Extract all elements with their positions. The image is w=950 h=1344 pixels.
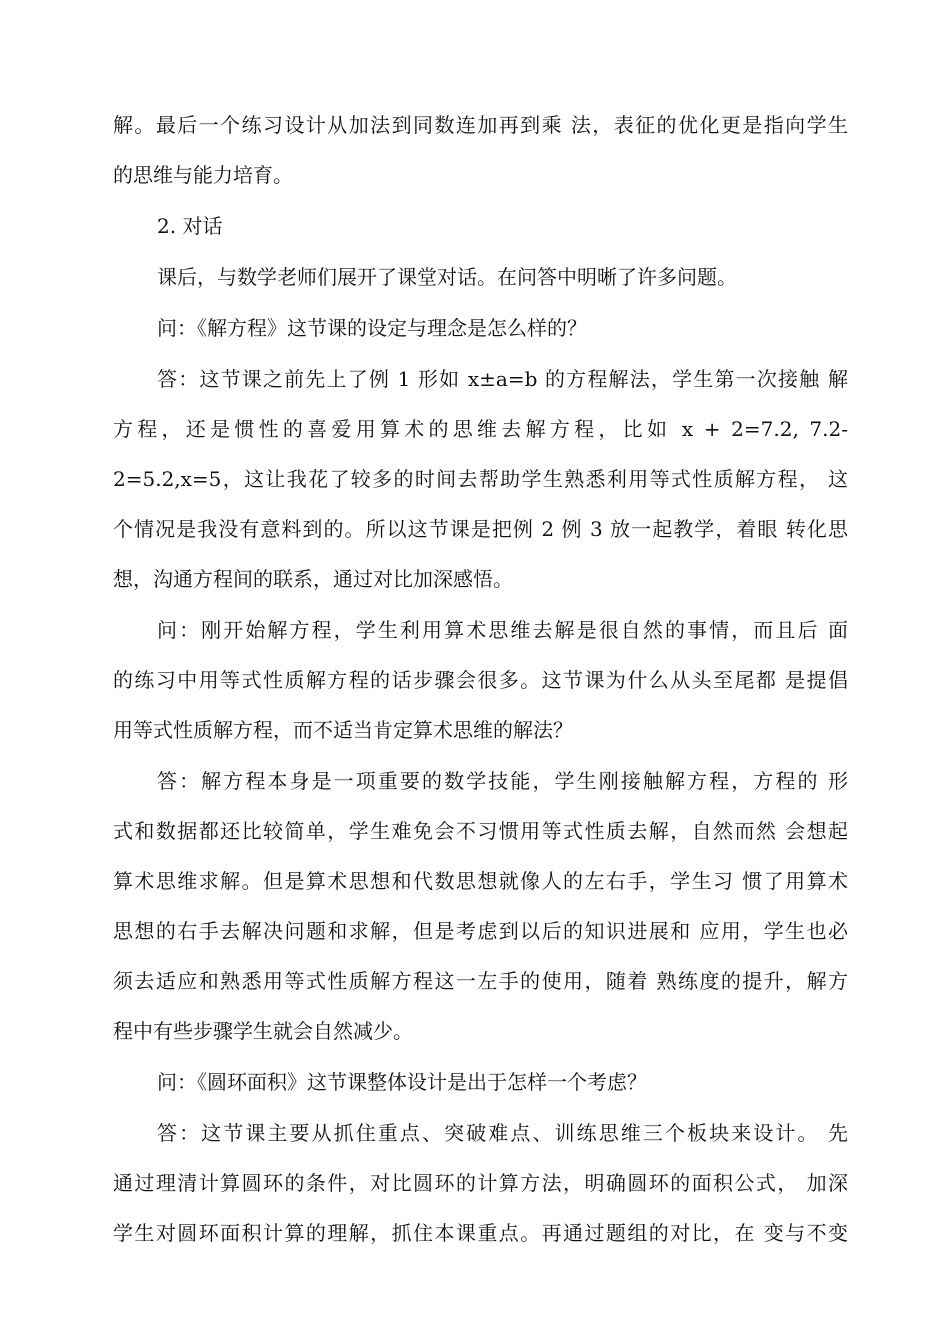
answer-line: 想，沟通方程间的联系，通过对比加深感悟。 [113, 567, 513, 591]
answer-line: 算术思维求解。但是算术思想和代数思想就像人的左右手，学生习 惯了用算术 [113, 869, 848, 893]
answer-line: 方程，还是惯性的喜爱用算术的思维去解方程，比如 x + 2=7.2, 7.2- [113, 417, 848, 441]
question-line: 问：刚开始解方程，学生利用算术思维去解是很自然的事情，而且后 面 [157, 618, 848, 642]
section-heading: 2. 对话 [157, 214, 223, 238]
text-line: 解。最后一个练习设计从加法到同数连加再到乘 法，表征的优化更是指向学生 [113, 113, 848, 137]
question-line: 用等式性质解方程，而不适当肯定算术思维的解法？ [113, 718, 573, 742]
question-line: 问：《圆环面积》这节课整体设计是出于怎样一个考虑？ [157, 1070, 647, 1094]
answer-line: 2=5.2,x=5，这让我花了较多的时间去帮助学生熟悉利用等式性质解方程， 这 [113, 467, 848, 491]
answer-line: 程中有些步骤学生就会自然减少。 [113, 1019, 413, 1043]
text-line: 的思维与能力培育。 [113, 163, 293, 187]
answer-line: 答：这节课主要从抓住重点、突破难点、训练思维三个板块来设计。 先 [157, 1121, 848, 1145]
question-line: 的练习中用等式性质解方程的话步骤会很多。这节课为什么从头至尾都 是提倡 [113, 668, 848, 692]
answer-line: 思想的右手去解决问题和求解，但是考虑到以后的知识进展和 应用，学生也必 [113, 919, 848, 943]
answer-line: 通过理清计算圆环的条件，对比圆环的计算方法，明确圆环的面积公式， 加深 [113, 1171, 848, 1195]
answer-line: 须去适应和熟悉用等式性质解方程这一左手的使用，随着 熟练度的提升，解方 [113, 969, 848, 993]
answer-line: 式和数据都还比较简单，学生难免会不习惯用等式性质去解，自然而然 会想起 [113, 819, 848, 843]
answer-line: 答：解方程本身是一项重要的数学技能，学生刚接触解方程，方程的 形 [157, 769, 848, 793]
answer-line: 答：这节课之前先上了例 1 形如 x±a=b 的方程解法，学生第一次接触 解 [157, 367, 848, 391]
question-line: 问：《解方程》这节课的设定与理念是怎么样的？ [157, 316, 587, 340]
answer-line: 学生对圆环面积计算的理解，抓住本课重点。再通过题组的对比，在 变与不变 [113, 1221, 848, 1245]
text-line: 课后，与数学老师们展开了课堂对话。在问答中明晰了许多问题。 [157, 265, 737, 289]
answer-line: 个情况是我没有意料到的。所以这节课是把例 2 例 3 放一起教学，着眼 转化思 [113, 517, 848, 541]
